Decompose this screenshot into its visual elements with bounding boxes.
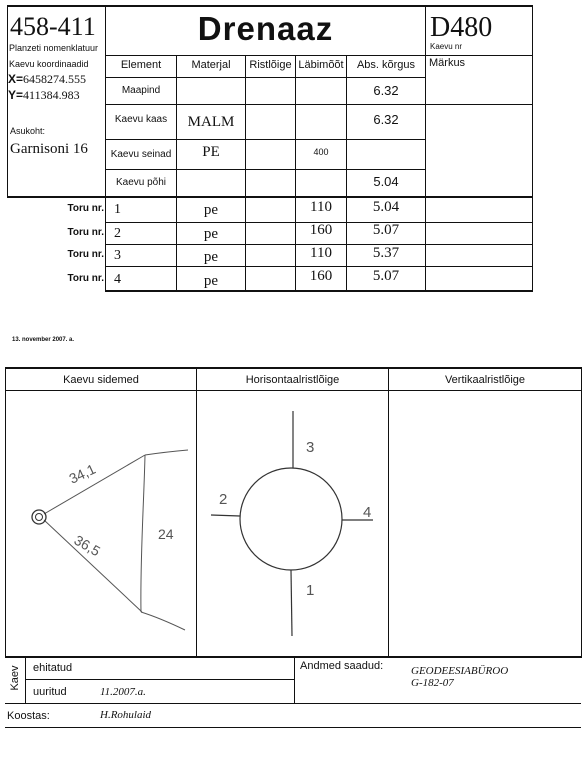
pipe-number: 2 xyxy=(114,226,121,241)
pipe-height: 5.37 xyxy=(372,245,400,261)
pipe-material: pe xyxy=(203,249,219,265)
tie-label-1: 34,1 xyxy=(66,460,98,487)
pipe-line-2 xyxy=(211,515,240,516)
remarks-label: Märkus xyxy=(429,57,466,69)
element-cell: Kaevu kaas xyxy=(114,114,168,125)
built-label: ehitatud xyxy=(33,662,73,674)
pipe-diameter: 160 xyxy=(309,268,333,284)
height-cell: 5.04 xyxy=(373,174,399,189)
data-source-label: Andmed saadud: xyxy=(300,660,384,672)
pipe-label: Toru nr. xyxy=(67,227,104,238)
pipe-material: pe xyxy=(203,226,219,242)
y-coordinate-label: Y= xyxy=(8,88,24,102)
compiled-label: Koostas: xyxy=(7,710,50,722)
coordinates-label: Kaevu koordinaadid xyxy=(9,59,89,69)
pipe-line-1 xyxy=(291,570,292,636)
y-coordinate-value: 411384.983 xyxy=(23,88,80,102)
well-id: D480 xyxy=(430,12,493,43)
data-source-value: GEODEESIABÜROO xyxy=(411,665,509,677)
pipe-label-2: 2 xyxy=(219,491,228,508)
x-coordinate-label: X= xyxy=(8,72,24,86)
col-title-horizontal-section: Horisontaalristlõige xyxy=(245,374,340,386)
col-title-well-ties: Kaevu sidemed xyxy=(63,374,139,386)
height-cell: 6.32 xyxy=(373,83,399,98)
pipe-diameter: 160 xyxy=(309,222,333,238)
pipe-number: 3 xyxy=(114,248,121,263)
well-symbol-inner-icon xyxy=(36,514,43,521)
pipe-label: Toru nr. xyxy=(67,273,104,284)
compiled-value: H.Rohulaid xyxy=(100,709,152,721)
x-coordinate-value: 6458274.555 xyxy=(23,72,87,86)
pipe-label-4: 4 xyxy=(363,504,372,521)
material-cell: PE xyxy=(202,144,220,160)
nomenclature-number: 458-411 xyxy=(10,12,96,41)
location-label: Asukoht: xyxy=(10,126,46,136)
col-header-abs-height: Abs. kõrgus xyxy=(356,59,416,71)
data-source-code: G-182-07 xyxy=(411,677,454,689)
pipe-number: 1 xyxy=(114,202,121,217)
col-header-cross-section: Ristlõige xyxy=(249,59,292,71)
pipe-height: 5.07 xyxy=(372,268,400,284)
pipe-label-3: 3 xyxy=(306,439,315,456)
pipe-label: Toru nr. xyxy=(67,203,104,214)
diameter-cell: 400 xyxy=(313,147,329,157)
tie-line-upper xyxy=(44,455,145,514)
element-cell: Maapind xyxy=(121,85,161,96)
tie-line-lower xyxy=(44,520,142,612)
pipe-diameter: 110 xyxy=(310,199,332,215)
tie-extension-bottom xyxy=(141,612,185,630)
document-date: 13. november 2007. a. xyxy=(12,337,75,343)
well-id-label: Kaevu nr xyxy=(430,42,463,51)
pipe-height: 5.04 xyxy=(372,199,400,215)
location-value: Garnisoni 16 xyxy=(10,141,88,157)
well-side-label: Kaev xyxy=(9,665,21,691)
tie-label-3: 24 xyxy=(158,526,174,542)
element-cell: Kaevu seinad xyxy=(110,149,172,160)
pipe-material: pe xyxy=(203,202,219,218)
col-header-diameter: Läbimõõt xyxy=(298,59,344,71)
material-cell: MALM xyxy=(187,114,235,130)
pipe-label-1: 1 xyxy=(306,582,315,599)
pipe-material: pe xyxy=(203,273,219,289)
tie-extension-top xyxy=(145,450,188,455)
tie-label-2: 36,5 xyxy=(71,531,104,560)
pipe-height: 5.07 xyxy=(372,222,400,238)
element-cell: Kaevu põhi xyxy=(115,177,167,188)
pipe-number: 4 xyxy=(114,272,121,287)
nomenclature-label: Planzeti nomenklatuur xyxy=(9,43,99,53)
page-title: Drenaaz xyxy=(197,10,334,47)
well-circle-icon xyxy=(240,468,342,570)
tie-line-side xyxy=(141,455,145,612)
height-cell: 6.32 xyxy=(373,112,399,127)
surveyed-label: uuritud xyxy=(33,686,67,698)
well-symbol-icon xyxy=(32,510,46,524)
surveyed-value: 11.2007.a. xyxy=(100,686,146,698)
pipe-label: Toru nr. xyxy=(67,249,104,260)
col-title-vertical-section: Vertikaalristlõige xyxy=(444,374,526,386)
horizontal-section-sketch xyxy=(211,411,373,636)
col-header-material: Materjal xyxy=(191,59,231,71)
pipe-diameter: 110 xyxy=(310,245,332,261)
col-header-element: Element xyxy=(120,59,162,71)
